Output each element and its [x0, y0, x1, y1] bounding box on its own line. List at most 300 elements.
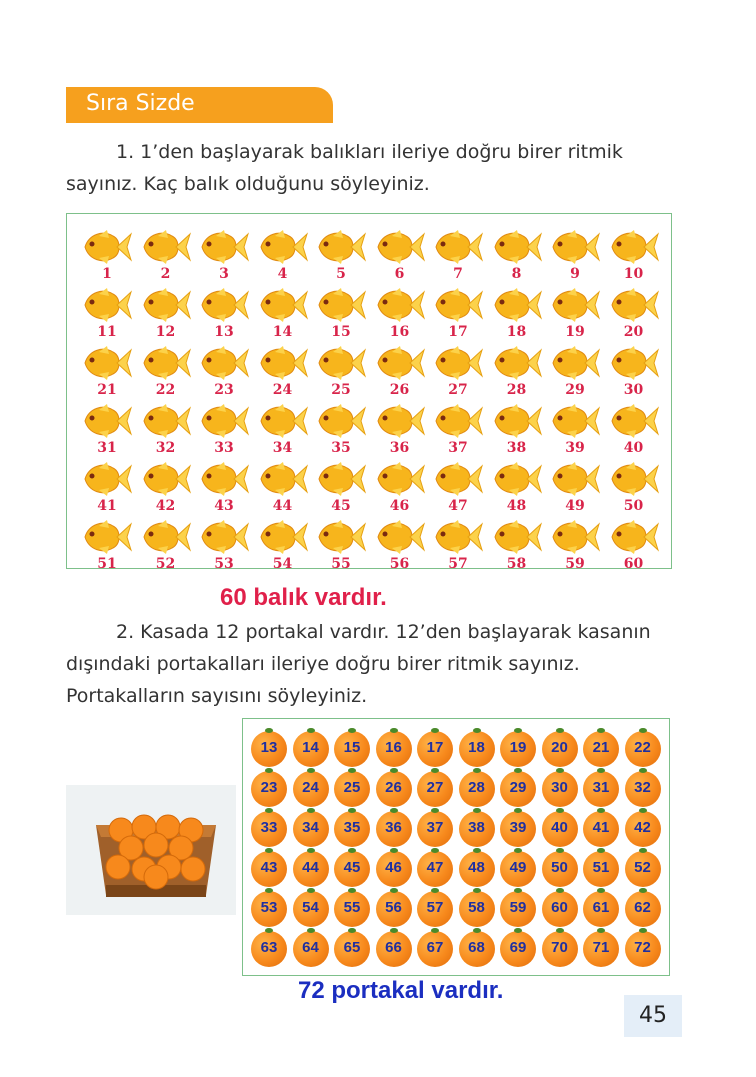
fish-item — [196, 518, 252, 576]
fish-item — [196, 402, 252, 460]
orange-item — [251, 851, 287, 887]
orange-number: 27 — [426, 779, 444, 796]
orange-item — [459, 771, 495, 807]
orange-number: 22 — [634, 739, 651, 756]
fish-grid — [67, 214, 671, 572]
leaf-icon — [556, 768, 564, 773]
fish-number: 25 — [331, 382, 351, 398]
fish-item — [372, 286, 428, 344]
leaf-icon — [307, 808, 315, 813]
orange-item — [417, 891, 453, 927]
fish-item — [313, 344, 369, 402]
fish-item — [547, 518, 603, 576]
fish-grid-panel — [66, 213, 672, 572]
fish-item — [547, 460, 603, 518]
fish-number: 51 — [97, 556, 117, 572]
leaf-icon — [639, 768, 647, 773]
leaf-icon — [473, 728, 481, 733]
orange-number: 52 — [634, 859, 651, 876]
leaf-icon — [265, 728, 273, 733]
leaf-icon — [597, 928, 605, 933]
orange-item — [251, 931, 287, 967]
orange-item — [542, 811, 578, 847]
fish-item — [430, 460, 486, 518]
orange-number: 69 — [509, 939, 527, 956]
fish-item — [196, 460, 252, 518]
orange-number: 23 — [260, 779, 278, 796]
leaf-icon — [556, 848, 564, 853]
orange-item — [251, 811, 287, 847]
orange-number: 25 — [343, 779, 361, 796]
fish-number: 48 — [506, 498, 527, 514]
orange-item — [293, 931, 329, 967]
fish-item — [79, 460, 135, 518]
fish-item — [372, 344, 428, 402]
leaf-icon — [307, 848, 315, 853]
leaf-icon — [265, 768, 273, 773]
fish-number: 60 — [623, 556, 644, 572]
orange-number: 15 — [343, 739, 361, 756]
fish-item — [430, 228, 486, 286]
leaf-icon — [307, 888, 315, 893]
fish-number: 59 — [565, 556, 585, 572]
fish-item — [138, 228, 194, 286]
question-2-line-2: dışındaki portakalları ileriye doğru birer ritmik sayınız. — [66, 653, 580, 675]
fish-item — [547, 402, 603, 460]
fish-number: 33 — [214, 440, 234, 456]
fish-item — [606, 286, 662, 344]
leaf-icon — [473, 928, 481, 933]
orange-item — [334, 891, 370, 927]
orange-item — [417, 811, 453, 847]
leaf-icon — [556, 808, 564, 813]
leaf-icon — [348, 728, 356, 733]
orange-number: 26 — [385, 779, 402, 796]
orange-number: 48 — [468, 859, 485, 876]
leaf-icon — [473, 888, 481, 893]
orange-item — [417, 931, 453, 967]
leaf-icon — [431, 728, 439, 733]
orange-item — [376, 891, 412, 927]
fish-item — [79, 228, 135, 286]
orange-item — [625, 931, 661, 967]
fish-item — [138, 518, 194, 576]
leaf-icon — [597, 768, 605, 773]
orange-number: 31 — [592, 779, 610, 796]
fish-number: 49 — [565, 498, 585, 514]
fish-number: 37 — [448, 440, 468, 456]
orange-number: 19 — [509, 739, 527, 756]
leaf-icon — [556, 728, 564, 733]
orange-item — [459, 811, 495, 847]
orange-item — [334, 931, 370, 967]
orange-number: 51 — [592, 859, 610, 876]
leaf-icon — [639, 728, 647, 733]
crate-icon — [66, 785, 236, 915]
orange-item — [293, 851, 329, 887]
orange-item — [625, 731, 661, 767]
orange-item — [251, 771, 287, 807]
fish-number: 41 — [97, 498, 117, 514]
orange-number: 49 — [509, 859, 527, 876]
question-2-line-1: 2. Kasada 12 portakal vardır. 12’den başlayarak kasanın — [116, 621, 651, 643]
orange-number: 58 — [468, 899, 485, 916]
orange-item — [293, 811, 329, 847]
orange-number: 55 — [343, 899, 361, 916]
fish-number: 2 — [160, 266, 171, 282]
leaf-icon — [265, 928, 273, 933]
fish-number: 53 — [214, 556, 234, 572]
orange-number: 36 — [385, 819, 402, 836]
leaf-icon — [390, 848, 398, 853]
leaf-icon — [390, 768, 398, 773]
leaf-icon — [348, 928, 356, 933]
leaf-icon — [473, 848, 481, 853]
answer-2: 72 portakal vardır. — [298, 977, 504, 1004]
fish-number: 19 — [565, 324, 585, 340]
leaf-icon — [597, 808, 605, 813]
section-title-tab — [66, 87, 333, 123]
fish-item — [372, 518, 428, 576]
fish-number: 14 — [272, 324, 293, 340]
leaf-icon — [390, 808, 398, 813]
leaf-icon — [556, 888, 564, 893]
orange-number: 53 — [260, 899, 278, 916]
leaf-icon — [265, 848, 273, 853]
leaf-icon — [514, 808, 522, 813]
leaf-icon — [431, 928, 439, 933]
leaf-icon — [556, 928, 564, 933]
fish-number: 38 — [506, 440, 527, 456]
orange-number: 42 — [634, 819, 651, 836]
fish-number: 17 — [448, 324, 468, 340]
fish-item — [430, 286, 486, 344]
leaf-icon — [348, 808, 356, 813]
orange-number: 54 — [302, 899, 319, 916]
orange-number: 57 — [426, 899, 444, 916]
leaf-icon — [390, 728, 398, 733]
fish-number: 44 — [272, 498, 293, 514]
answer-1: 60 balık vardır. — [220, 584, 387, 611]
orange-number: 13 — [260, 739, 278, 756]
leaf-icon — [307, 768, 315, 773]
leaf-icon — [348, 768, 356, 773]
leaf-icon — [514, 928, 522, 933]
leaf-icon — [639, 888, 647, 893]
orange-number: 71 — [592, 939, 610, 956]
leaf-icon — [431, 848, 439, 853]
orange-item — [251, 731, 287, 767]
orange-item — [583, 771, 619, 807]
orange-item — [293, 771, 329, 807]
orange-number: 46 — [385, 859, 402, 876]
fish-item — [138, 402, 194, 460]
fish-item — [255, 518, 311, 576]
fish-item — [196, 228, 252, 286]
fish-item — [606, 228, 662, 286]
fish-number: 35 — [331, 440, 351, 456]
leaf-icon — [514, 848, 522, 853]
orange-item — [376, 811, 412, 847]
orange-number: 28 — [468, 779, 485, 796]
orange-number: 24 — [302, 779, 319, 796]
orange-item — [542, 771, 578, 807]
fish-number: 26 — [389, 382, 410, 398]
leaf-icon — [514, 728, 522, 733]
orange-crate-illustration — [66, 785, 236, 915]
orange-item — [500, 851, 536, 887]
orange-item — [334, 851, 370, 887]
orange-item — [417, 731, 453, 767]
leaf-icon — [307, 728, 315, 733]
orange-item — [376, 731, 412, 767]
fish-number: 42 — [155, 498, 176, 514]
fish-number: 34 — [272, 440, 293, 456]
fish-number: 13 — [214, 324, 234, 340]
fish-number: 8 — [511, 266, 522, 282]
leaf-icon — [473, 808, 481, 813]
orange-item — [500, 811, 536, 847]
orange-item — [500, 771, 536, 807]
fish-item — [138, 344, 194, 402]
fish-number: 15 — [331, 324, 351, 340]
orange-item — [417, 851, 453, 887]
orange-number: 21 — [592, 739, 610, 756]
orange-item — [293, 731, 329, 767]
question-1-line-2: sayınız. Kaç balık olduğunu söyleyiniz. — [66, 173, 430, 195]
fish-item — [138, 286, 194, 344]
orange-number: 20 — [551, 739, 568, 756]
fish-item — [489, 402, 545, 460]
fish-number: 23 — [214, 382, 234, 398]
leaf-icon — [431, 888, 439, 893]
orange-number: 32 — [634, 779, 651, 796]
leaf-icon — [597, 728, 605, 733]
orange-item — [500, 731, 536, 767]
fish-number: 47 — [448, 498, 468, 514]
fish-item — [79, 286, 135, 344]
orange-number: 34 — [302, 819, 319, 836]
section-title: Sıra Sizde — [86, 91, 195, 116]
fish-number: 1 — [102, 266, 112, 282]
fish-item — [255, 228, 311, 286]
orange-number: 67 — [426, 939, 444, 956]
orange-item — [376, 771, 412, 807]
orange-item — [625, 811, 661, 847]
orange-number: 18 — [468, 739, 485, 756]
fish-number: 39 — [565, 440, 585, 456]
fish-number: 10 — [623, 266, 644, 282]
orange-item — [334, 811, 370, 847]
fish-number: 3 — [219, 266, 229, 282]
fish-item — [606, 460, 662, 518]
orange-number: 47 — [426, 859, 444, 876]
orange-item — [293, 891, 329, 927]
fish-item — [255, 286, 311, 344]
orange-item — [625, 771, 661, 807]
leaf-icon — [390, 928, 398, 933]
fish-number: 54 — [272, 556, 293, 572]
fish-number: 21 — [97, 382, 117, 398]
orange-item — [625, 891, 661, 927]
orange-number: 45 — [343, 859, 361, 876]
fish-item — [489, 286, 545, 344]
fish-item — [489, 344, 545, 402]
orange-item — [542, 731, 578, 767]
orange-number: 64 — [302, 939, 319, 956]
fish-item — [138, 460, 194, 518]
fish-item — [255, 402, 311, 460]
orange-number: 63 — [260, 939, 278, 956]
orange-number: 61 — [592, 899, 610, 916]
fish-number: 29 — [565, 382, 585, 398]
fish-number: 9 — [570, 266, 580, 282]
leaf-icon — [514, 768, 522, 773]
question-2 — [66, 616, 666, 712]
orange-number: 44 — [302, 859, 319, 876]
fish-item — [430, 518, 486, 576]
orange-item — [459, 731, 495, 767]
leaf-icon — [597, 848, 605, 853]
orange-item — [376, 931, 412, 967]
fish-item — [606, 402, 662, 460]
orange-number: 37 — [426, 819, 444, 836]
fish-item — [313, 228, 369, 286]
orange-number: 30 — [551, 779, 568, 796]
orange-number: 50 — [551, 859, 568, 876]
fish-item — [606, 518, 662, 576]
fish-item — [313, 460, 369, 518]
fish-number: 36 — [389, 440, 410, 456]
orange-number: 72 — [634, 939, 651, 956]
question-2-line-3: Portakalların sayısını söyleyiniz. — [66, 685, 368, 707]
orange-item — [583, 731, 619, 767]
fish-number: 7 — [453, 266, 463, 282]
fish-number: 28 — [506, 382, 527, 398]
orange-item — [583, 891, 619, 927]
leaf-icon — [307, 928, 315, 933]
leaf-icon — [265, 808, 273, 813]
orange-item — [625, 851, 661, 887]
question-1 — [66, 136, 666, 200]
fish-number: 22 — [155, 382, 176, 398]
orange-item — [583, 811, 619, 847]
fish-number: 5 — [336, 266, 346, 282]
leaf-icon — [639, 808, 647, 813]
fish-number: 43 — [214, 498, 234, 514]
fish-item — [489, 460, 545, 518]
orange-number: 59 — [509, 899, 527, 916]
orange-item — [542, 891, 578, 927]
orange-number: 14 — [302, 739, 319, 756]
fish-number: 18 — [506, 324, 527, 340]
leaf-icon — [431, 768, 439, 773]
fish-item — [547, 286, 603, 344]
leaf-icon — [431, 808, 439, 813]
fish-item — [547, 228, 603, 286]
fish-number: 12 — [155, 324, 176, 340]
fish-number: 24 — [272, 382, 293, 398]
fish-number: 58 — [506, 556, 527, 572]
fish-number: 45 — [331, 498, 351, 514]
orange-number: 62 — [634, 899, 651, 916]
leaf-icon — [265, 888, 273, 893]
orange-number: 35 — [343, 819, 361, 836]
leaf-icon — [348, 848, 356, 853]
fish-number: 52 — [155, 556, 176, 572]
fish-number: 6 — [394, 266, 405, 282]
fish-number: 30 — [623, 382, 644, 398]
orange-item — [583, 931, 619, 967]
orange-number: 66 — [385, 939, 402, 956]
fish-item — [79, 518, 135, 576]
fish-item — [547, 344, 603, 402]
page-number: 45 — [624, 995, 682, 1037]
orange-number: 41 — [592, 819, 610, 836]
orange-grid-panel — [242, 718, 670, 976]
orange-item — [459, 891, 495, 927]
fish-item — [313, 518, 369, 576]
leaf-icon — [639, 848, 647, 853]
orange-item — [251, 891, 287, 927]
orange-item — [583, 851, 619, 887]
orange-item — [500, 891, 536, 927]
fish-number: 32 — [155, 440, 176, 456]
orange-number: 65 — [343, 939, 361, 956]
orange-number: 60 — [551, 899, 568, 916]
leaf-icon — [390, 888, 398, 893]
orange-number: 33 — [260, 819, 278, 836]
fish-item — [196, 344, 252, 402]
orange-number: 68 — [468, 939, 485, 956]
fish-number: 55 — [331, 556, 351, 572]
fish-number: 50 — [623, 498, 644, 514]
fish-number: 11 — [97, 324, 117, 340]
orange-number: 43 — [260, 859, 278, 876]
orange-item — [542, 931, 578, 967]
orange-number: 16 — [385, 739, 402, 756]
fish-number: 16 — [389, 324, 410, 340]
fish-item — [372, 460, 428, 518]
orange-item — [376, 851, 412, 887]
fish-item — [255, 460, 311, 518]
orange-item — [417, 771, 453, 807]
fish-number: 20 — [623, 324, 644, 340]
orange-number: 17 — [426, 739, 444, 756]
fish-item — [313, 402, 369, 460]
fish-item — [606, 344, 662, 402]
orange-item — [500, 931, 536, 967]
leaf-icon — [639, 928, 647, 933]
fish-item — [430, 344, 486, 402]
orange-number: 56 — [385, 899, 402, 916]
fish-item — [255, 344, 311, 402]
fish-item — [372, 402, 428, 460]
orange-item — [542, 851, 578, 887]
orange-item — [334, 771, 370, 807]
orange-number: 70 — [551, 939, 568, 956]
fish-number: 31 — [97, 440, 117, 456]
fish-item — [79, 402, 135, 460]
fish-number: 4 — [277, 266, 288, 282]
fish-number: 56 — [389, 556, 410, 572]
fish-number: 46 — [389, 498, 410, 514]
orange-number: 29 — [509, 779, 527, 796]
fish-item — [79, 344, 135, 402]
fish-item — [489, 228, 545, 286]
orange-number: 38 — [468, 819, 485, 836]
leaf-icon — [348, 888, 356, 893]
